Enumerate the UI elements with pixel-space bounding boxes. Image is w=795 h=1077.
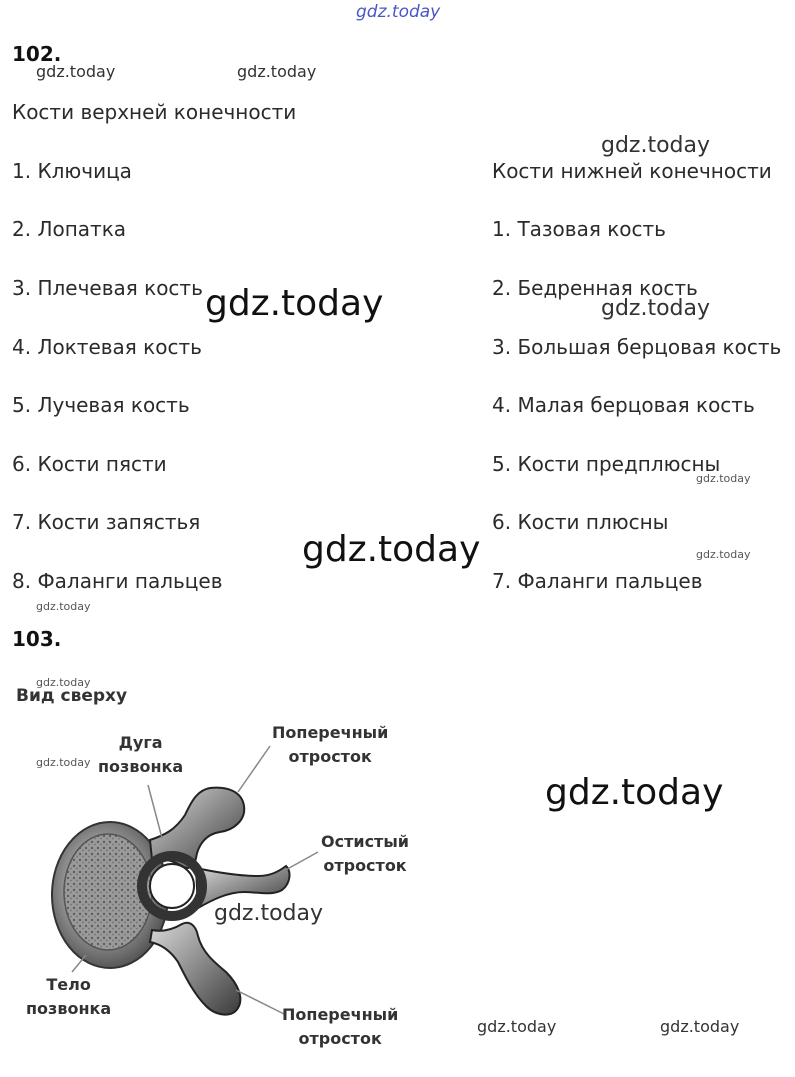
watermark: gdz.today xyxy=(36,676,91,689)
task-103-number: 103. xyxy=(12,627,62,651)
watermark: gdz.today xyxy=(302,529,481,570)
view-label: Вид сверху xyxy=(16,686,128,706)
watermark: gdz.today xyxy=(601,296,711,321)
watermark: gdz.today xyxy=(696,472,751,485)
upper-item: 8. Фаланги пальцев xyxy=(12,569,223,593)
upper-item: 4. Локтевая кость xyxy=(12,335,202,359)
upper-item: 1. Ключица xyxy=(12,159,132,183)
lower-item: 3. Большая берцовая кость xyxy=(492,335,782,359)
watermark: gdz.today xyxy=(477,1017,557,1036)
label-transverse-process-top: Поперечный отросток xyxy=(272,723,389,766)
lower-item: 7. Фаланги пальцев xyxy=(492,569,703,593)
label-vertebral-arch: Дуга позвонка xyxy=(98,733,184,776)
lower-item: 4. Малая берцовая кость xyxy=(492,393,755,417)
lower-item: 6. Кости плюсны xyxy=(492,510,669,534)
lower-limb-title: Кости нижней конечности xyxy=(492,159,772,183)
upper-item: 7. Кости запястья xyxy=(12,510,201,534)
watermark: gdz.today xyxy=(205,283,384,324)
watermark: gdz.today xyxy=(36,600,91,613)
lower-item: 5. Кости предплюсны xyxy=(492,452,721,476)
upper-item: 6. Кости пясти xyxy=(12,452,167,476)
upper-limb-title: Кости верхней конечности xyxy=(12,100,297,124)
lower-item: 2. Бедренная кость xyxy=(492,276,698,300)
watermark: gdz.today xyxy=(36,62,116,81)
lower-item: 1. Тазовая кость xyxy=(492,217,666,241)
watermark: gdz.today xyxy=(660,1017,740,1036)
watermark: gdz.today xyxy=(601,133,711,158)
transverse-process-lower xyxy=(150,923,240,1015)
upper-item: 2. Лопатка xyxy=(12,217,127,241)
upper-item: 5. Лучевая кость xyxy=(12,393,190,417)
watermark: gdz.today xyxy=(696,548,751,561)
vertebral-foramen xyxy=(150,864,194,908)
label-spinous-process: Остистый отросток xyxy=(321,832,410,875)
watermark-top: gdz.today xyxy=(356,2,441,22)
label-vertebral-body: Тело позвонка xyxy=(26,975,112,1018)
watermark: gdz.today xyxy=(214,901,324,926)
upper-item: 3. Плечевая кость xyxy=(12,276,203,300)
watermark: gdz.today xyxy=(36,756,91,769)
watermark: gdz.today xyxy=(237,62,317,81)
watermark: gdz.today xyxy=(545,772,724,813)
label-transverse-process-bottom: Поперечный отросток xyxy=(282,1005,399,1048)
task-102-number: 102. xyxy=(12,42,62,66)
